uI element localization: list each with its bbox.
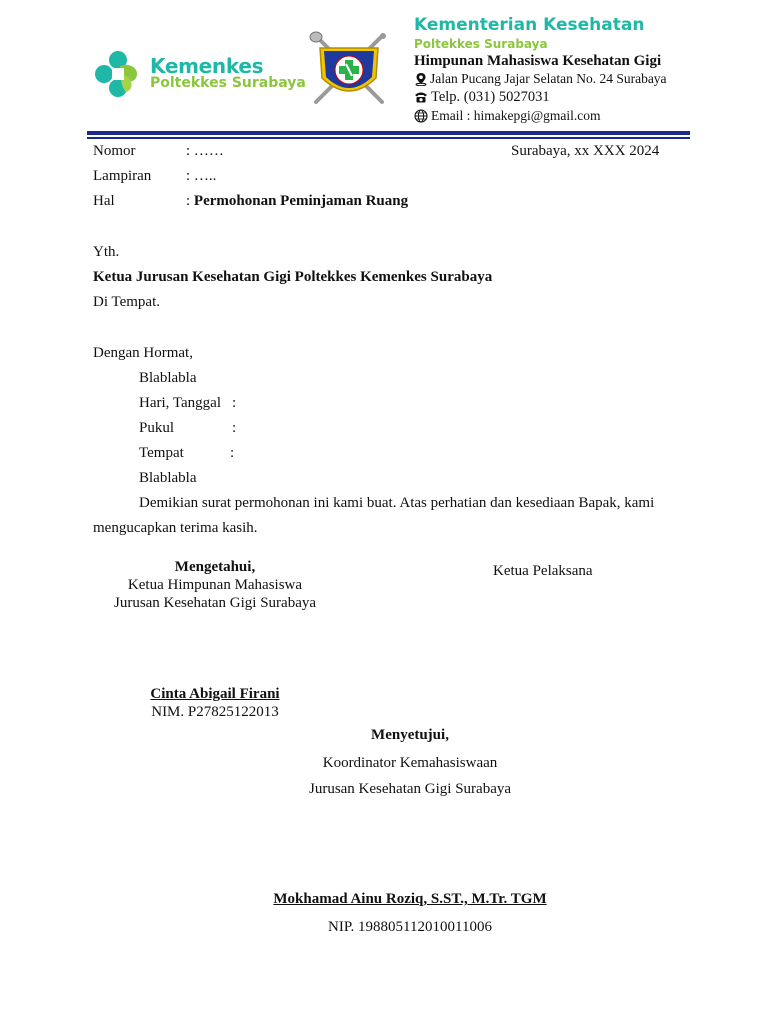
address-text: Jalan Pucang Jajar Selatan No. 24 Surabaya xyxy=(430,71,667,86)
kemenkes-logo-icon xyxy=(92,48,144,100)
left-signature-name-block xyxy=(95,685,335,721)
left-signature-block xyxy=(95,558,335,612)
recipient-name: Ketua Jurusan Kesehatan Gigi Poltekkes Kemenkes Surabaya xyxy=(93,269,493,285)
globe-icon xyxy=(414,109,428,123)
pukul-colon: : xyxy=(232,420,237,436)
nomor-value: : …… xyxy=(186,143,224,159)
left-signature-heading: Mengetahui, xyxy=(174,559,256,575)
hal-label: Hal xyxy=(93,193,115,209)
place-date: Surabaya, xx XXX 2024 xyxy=(511,143,660,159)
logo-subtitle: Poltekkes Surabaya xyxy=(150,75,306,91)
hal-colon: : xyxy=(186,193,194,209)
greeting: Dengan Hormat, xyxy=(93,345,193,361)
yth-text: Yth. xyxy=(93,244,120,260)
bottom-signatory-id: NIP. 198805112010011006 xyxy=(328,919,492,935)
himakepgi-crest-icon xyxy=(308,30,390,106)
header-divider-thin xyxy=(87,137,690,139)
pukul-label: Pukul xyxy=(139,420,175,436)
recipient-place: Di Tempat. xyxy=(93,294,160,310)
phone-icon xyxy=(414,90,428,104)
left-signature-role-1: Ketua Himpunan Mahasiswa xyxy=(127,577,303,593)
bottom-signature-role-1: Koordinator Kemahasiswaan xyxy=(322,755,498,771)
hal-value: Permohonan Peminjaman Ruang xyxy=(193,193,409,209)
tempat-colon: : xyxy=(230,445,235,461)
header-divider-thick xyxy=(87,131,690,135)
lampiran-value: : ….. xyxy=(186,168,217,184)
lampiran-label: Lampiran xyxy=(93,168,152,184)
email-text: Email : himakepgi@gmail.com xyxy=(431,108,601,123)
organization-name: Himpunan Mahasiswa Kesehatan Gigi xyxy=(414,53,662,69)
closing-line-1: Demikian surat permohonan ini kami buat. Atas perhatian dan kesediaan Bapak, kami xyxy=(139,495,655,511)
ministry-subtitle: Poltekkes Surabaya xyxy=(414,37,548,51)
hari-tanggal-colon: : xyxy=(232,395,237,411)
body-paragraph-2: Blablabla xyxy=(139,470,197,486)
hal-row xyxy=(186,192,408,210)
logo-name: Kemenkes xyxy=(150,54,264,78)
right-signature-role: Ketua Pelaksana xyxy=(493,563,593,579)
left-signatory-name: Cinta Abigail Firani xyxy=(150,686,280,702)
body-paragraph-1: Blablabla xyxy=(139,370,197,386)
bottom-signatory-name: Mokhamad Ainu Roziq, S.ST., M.Tr. TGM xyxy=(273,891,547,907)
bottom-signature-role-2: Jurusan Kesehatan Gigi Surabaya xyxy=(308,781,512,797)
tempat-label: Tempat xyxy=(139,445,184,461)
closing-line-2: mengucapkan terima kasih. xyxy=(93,520,258,536)
location-pin-icon xyxy=(414,72,428,86)
bottom-signature-heading: Menyetujui, xyxy=(371,727,449,743)
phone-text: Telp. (031) 5027031 xyxy=(431,89,550,105)
nomor-label: Nomor xyxy=(93,143,136,159)
left-signature-role-2: Jurusan Kesehatan Gigi Surabaya xyxy=(113,595,317,611)
left-signatory-id: NIM. P27825122013 xyxy=(151,704,279,720)
ministry-name: Kementerian Kesehatan xyxy=(414,15,645,35)
hari-tanggal-label: Hari, Tanggal xyxy=(139,395,221,411)
